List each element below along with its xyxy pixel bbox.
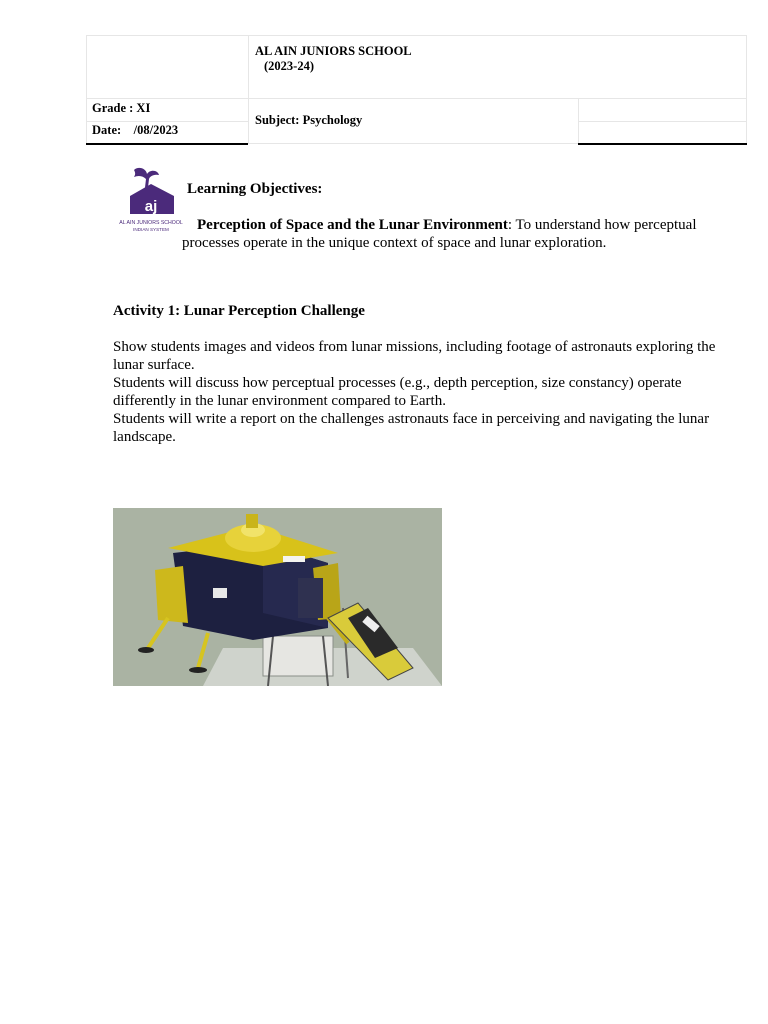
table-border	[746, 35, 747, 143]
table-border	[86, 98, 747, 99]
lunar-lander-image	[113, 508, 442, 686]
table-border	[86, 35, 87, 143]
activity-title: Activity 1: Lunar Perception Challenge	[113, 303, 365, 319]
objectives-text: : To understand how perceptual processes operate in the unique context of space and lunar exploration.	[182, 217, 697, 251]
school-logo	[116, 166, 186, 238]
objectives-title: Learning Objectives:	[187, 181, 323, 197]
activity-paragraph: Show students images and videos from lunar missions, including footage of astronauts exploring the lunar surface.	[113, 339, 716, 373]
academic-year: (2023-24)	[264, 59, 314, 73]
lunar-lander-illustration	[113, 508, 442, 686]
table-border	[578, 121, 747, 122]
logo-line1: AL AIN JUNIORS SCHOOL	[119, 220, 183, 226]
date-label: Date: /08/2023	[92, 123, 179, 137]
subject-label: Subject: Psychology	[255, 113, 363, 127]
table-border	[86, 121, 248, 122]
activity-paragraph: Students will write a report on the challenges astronauts face in perceiving and navigating the lunar landscape.	[113, 411, 710, 445]
table-border	[86, 35, 747, 36]
school-name: AL AIN JUNIORS SCHOOL	[255, 44, 412, 58]
logo-line2: INDIAN SYSTEM	[133, 227, 169, 232]
activity-paragraph: Students will discuss how perceptual processes (e.g., depth perception, size constancy) operate differently in the lunar environment compared to Earth.	[113, 375, 682, 409]
table-border	[248, 143, 578, 144]
activity-body	[113, 338, 728, 446]
grade-label: Grade : XI	[92, 101, 151, 115]
table-border	[248, 35, 249, 143]
table-rule	[86, 143, 248, 145]
table-rule	[578, 143, 747, 145]
school-logo-graphic	[116, 166, 186, 238]
table-border	[578, 98, 579, 143]
objectives-topic: Perception of Space and the Lunar Environment	[197, 217, 508, 233]
header-table	[86, 35, 747, 145]
objectives-body	[182, 216, 722, 252]
logo-monogram: aj	[144, 198, 158, 215]
